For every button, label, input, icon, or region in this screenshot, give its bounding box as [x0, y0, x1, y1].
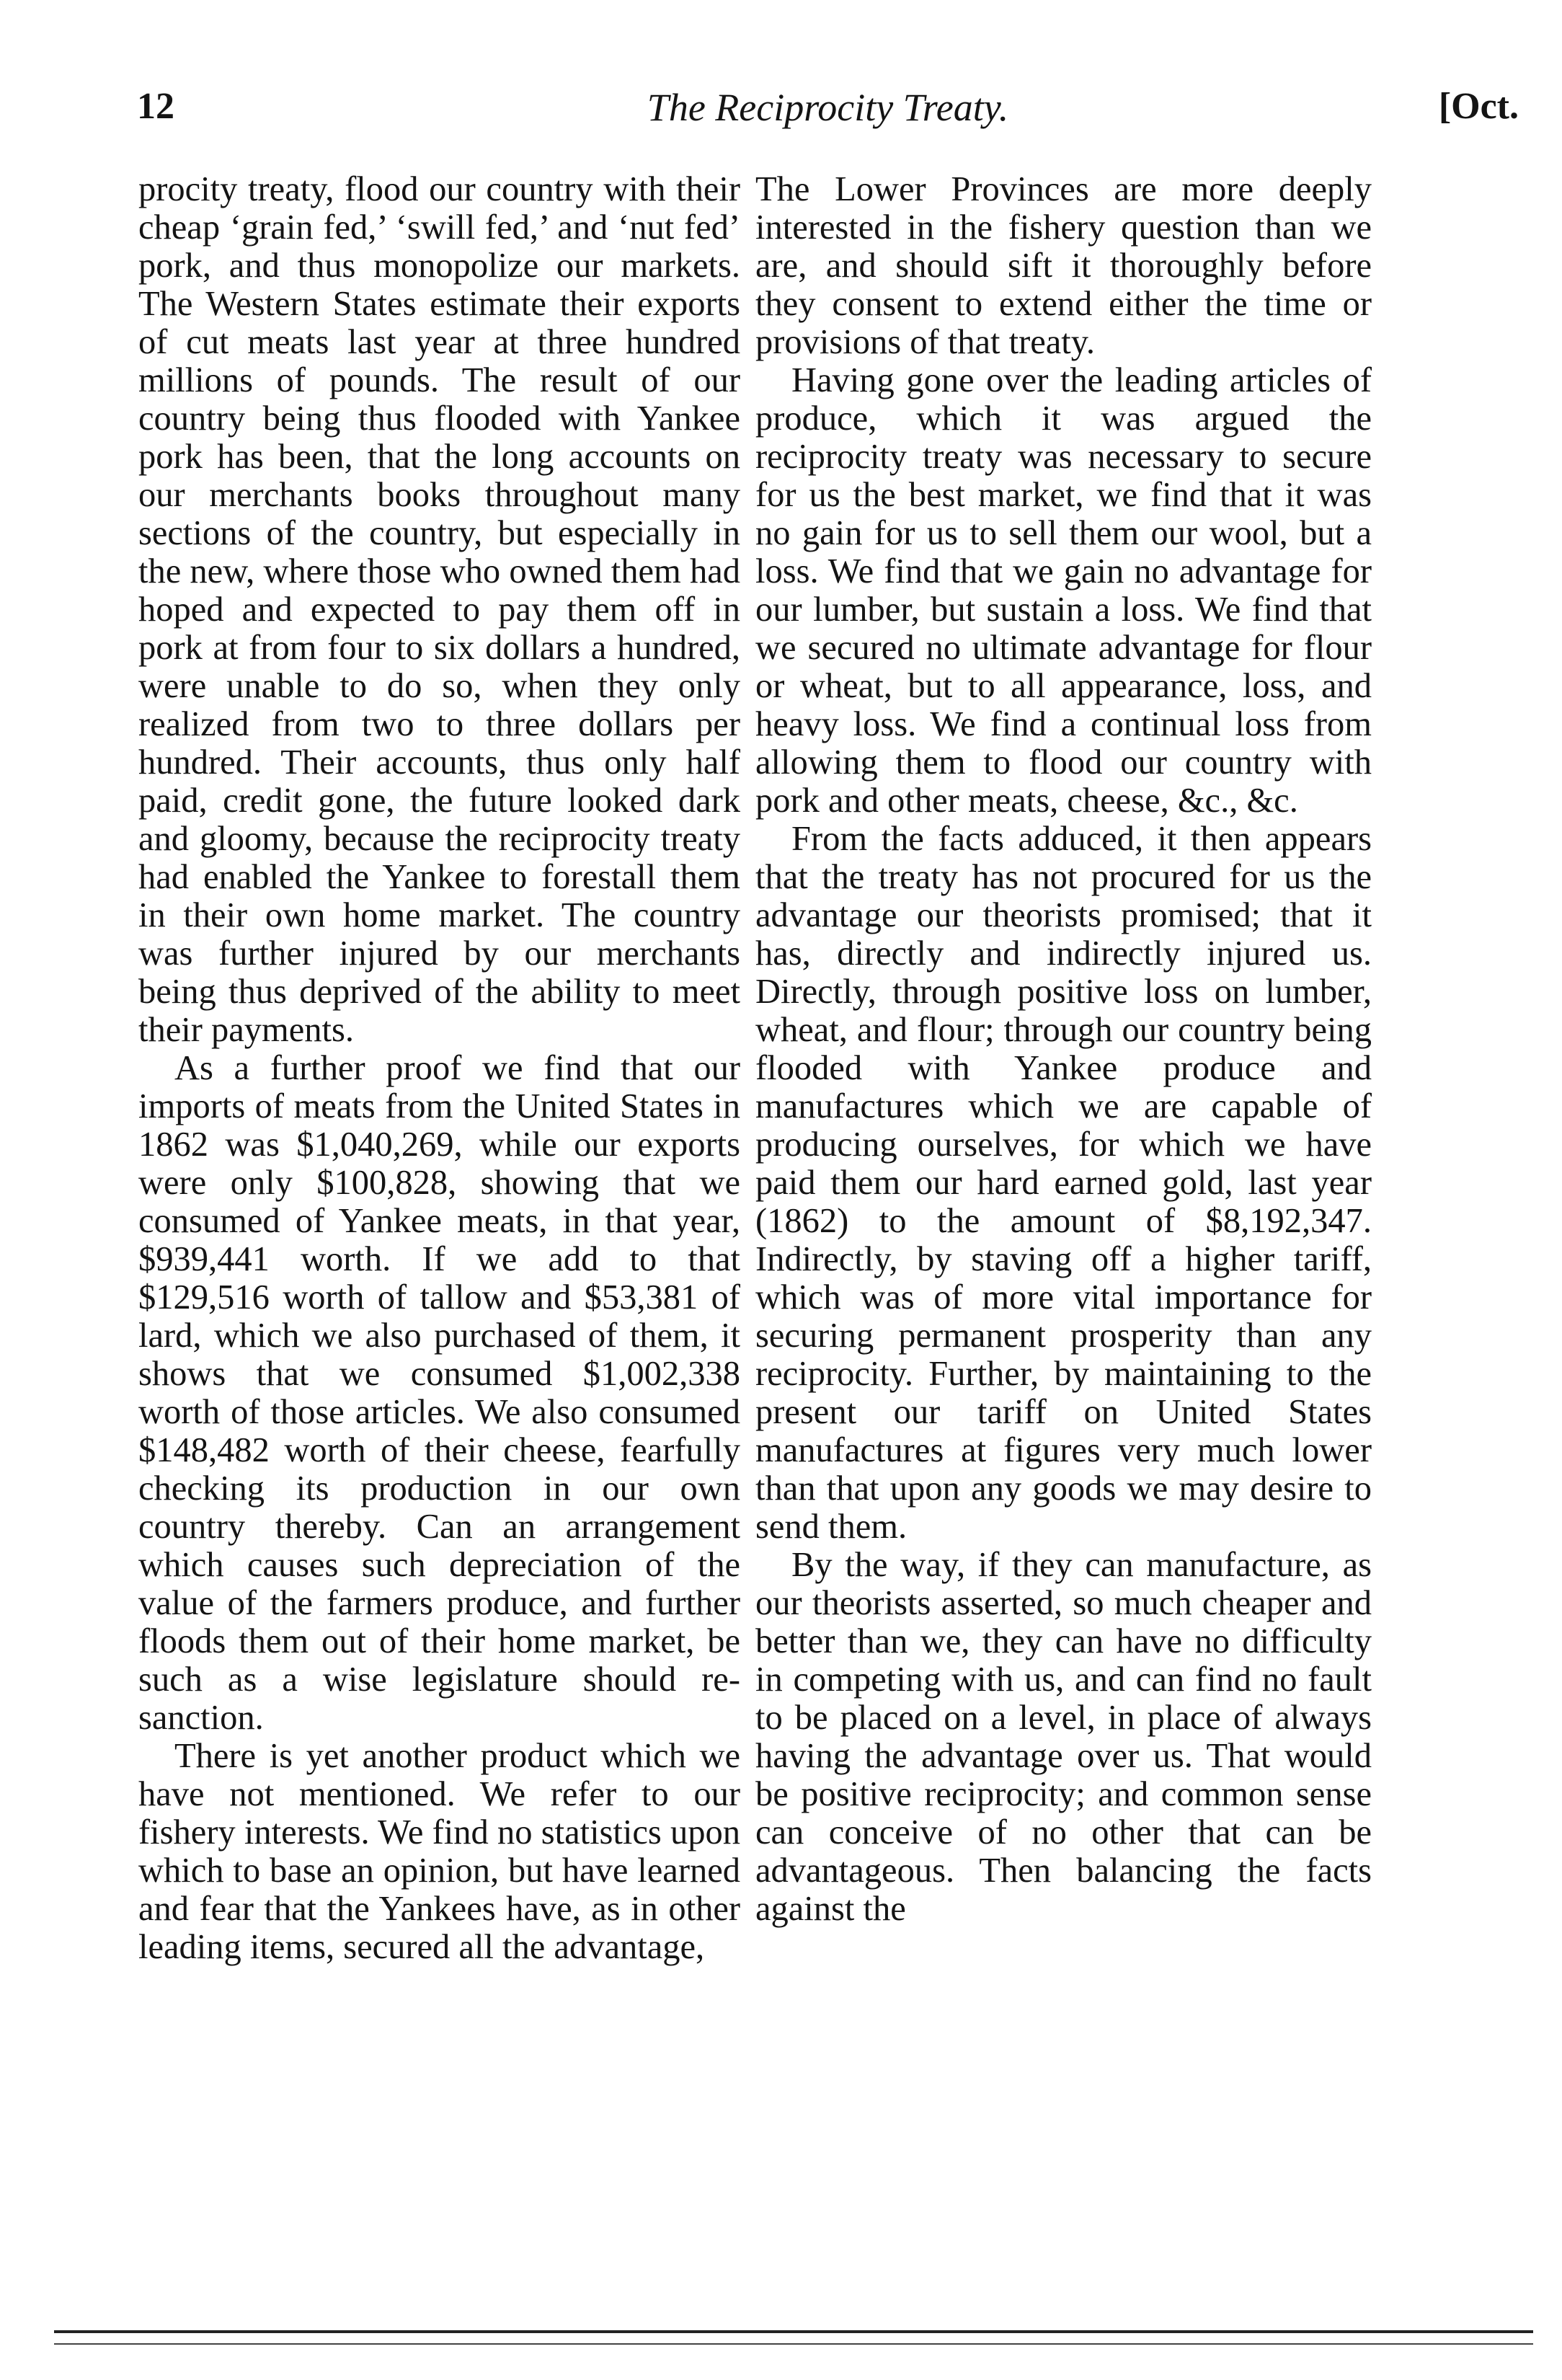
- footer-rule-thin: [54, 2343, 1533, 2345]
- left-paragraph-3: There is yet another product which we have not mentioned. We refer to our fishery interests. We find no statistics upon which to base an opinion, but have learned and fear that the Yankees have, as in other leading items, secured all the advantage,: [138, 1737, 740, 1966]
- right-paragraph-4: By the way, if they can manufacture, as our theorists asserted, so much cheaper and better than we, they can have no difficulty in competing with us, and can find no fault to be placed on a level, in place of always having the advantage over us. That would be positive reciprocity; and common sense can conceive of no other that can be advantageous. Then balancing the facts against the: [755, 1546, 1372, 1928]
- running-title: The Reciprocity Treaty.: [647, 86, 1009, 129]
- left-paragraph-1: procity treaty, flood our country with their cheap ‘grain fed,’ ‘swill fed,’ and ‘nut fed’ pork, and thus monopolize our markets. The Western States estimate their exports of cut meats last year at three hundred millions of pounds. The result of our country being thus flooded with Yankee pork has been, that the long accounts on our merchants books throughout many sections of the country, but especially in the new, where those who owned them had hoped and expected to pay them off in pork at from four to six dollars a hundred, were unable to do so, when they only realized from two to three dollars per hundred. Their accounts, thus only half paid, credit gone, the future looked dark and gloomy, because the reciprocity treaty had enabled the Yankee to forestall them in their own home market. The country was further injured by our merchants being thus deprived of the ability to meet their payments.: [138, 170, 740, 1049]
- page-number: 12: [137, 86, 174, 127]
- footer-rule: [54, 2330, 1533, 2333]
- right-paragraph-3: From the facts adduced, it then appears that the treaty has not procured for us the advantage our theorists promised; that it has, directly and indirectly injured us. Directly, through positive loss on lumber, wheat, and flour; through our country being flooded with Yankee produce and manufactures which we are capable of producing ourselves, for which we have paid them our hard earned gold, last year (1862) to the amount of $8,192,347. Indirectly, by staving off a higher tariff, which was of more vital importance for securing permanent prosperity than any reciprocity. Further, by maintaining to the present our tariff on United States manufactures at figures very much lower than that upon any goods we may desire to send them.: [755, 820, 1372, 1546]
- right-paragraph-2: Having gone over the leading articles of produce, which it was argued the reciprocity treaty was necessary to secure for us the best market, we find that it was no gain for us to sell them our wool, but a loss. We find that we gain no advantage for our lumber, but sustain a loss. We find that we secured no ultimate advantage for flour or wheat, but to all appearance, loss, and heavy loss. We find a continual loss from allowing them to flood our country with pork and other meats, cheese, &c., &c.: [755, 361, 1372, 820]
- header-month: [Oct.: [1438, 86, 1519, 127]
- right-column: [755, 170, 1372, 2315]
- left-paragraph-2: As a further proof we find that our imports of meats from the United States in 1862 was $1,040,269, while our exports were only $100,828, showing that we consumed of Yankee meats, in that year, $939,441 worth. If we add to that $129,516 worth of tallow and $53,381 of lard, which we also purchased of them, it shows that we consumed $1,002,338 worth of those articles. We also consumed $148,482 worth of their cheese, fearfully checking its production in our own country thereby. Can an arrangement which causes such depreciation of the value of the farmers produce, and further floods them out of their home market, be such as a wise legislature should re-sanction.: [138, 1049, 740, 1737]
- left-column: [138, 170, 740, 2315]
- page-header: [137, 85, 1519, 150]
- right-paragraph-1: The Lower Provinces are more deeply interested in the fishery question than we are, and should sift it thoroughly before they consent to extend either the time or provisions of that treaty.: [755, 170, 1372, 361]
